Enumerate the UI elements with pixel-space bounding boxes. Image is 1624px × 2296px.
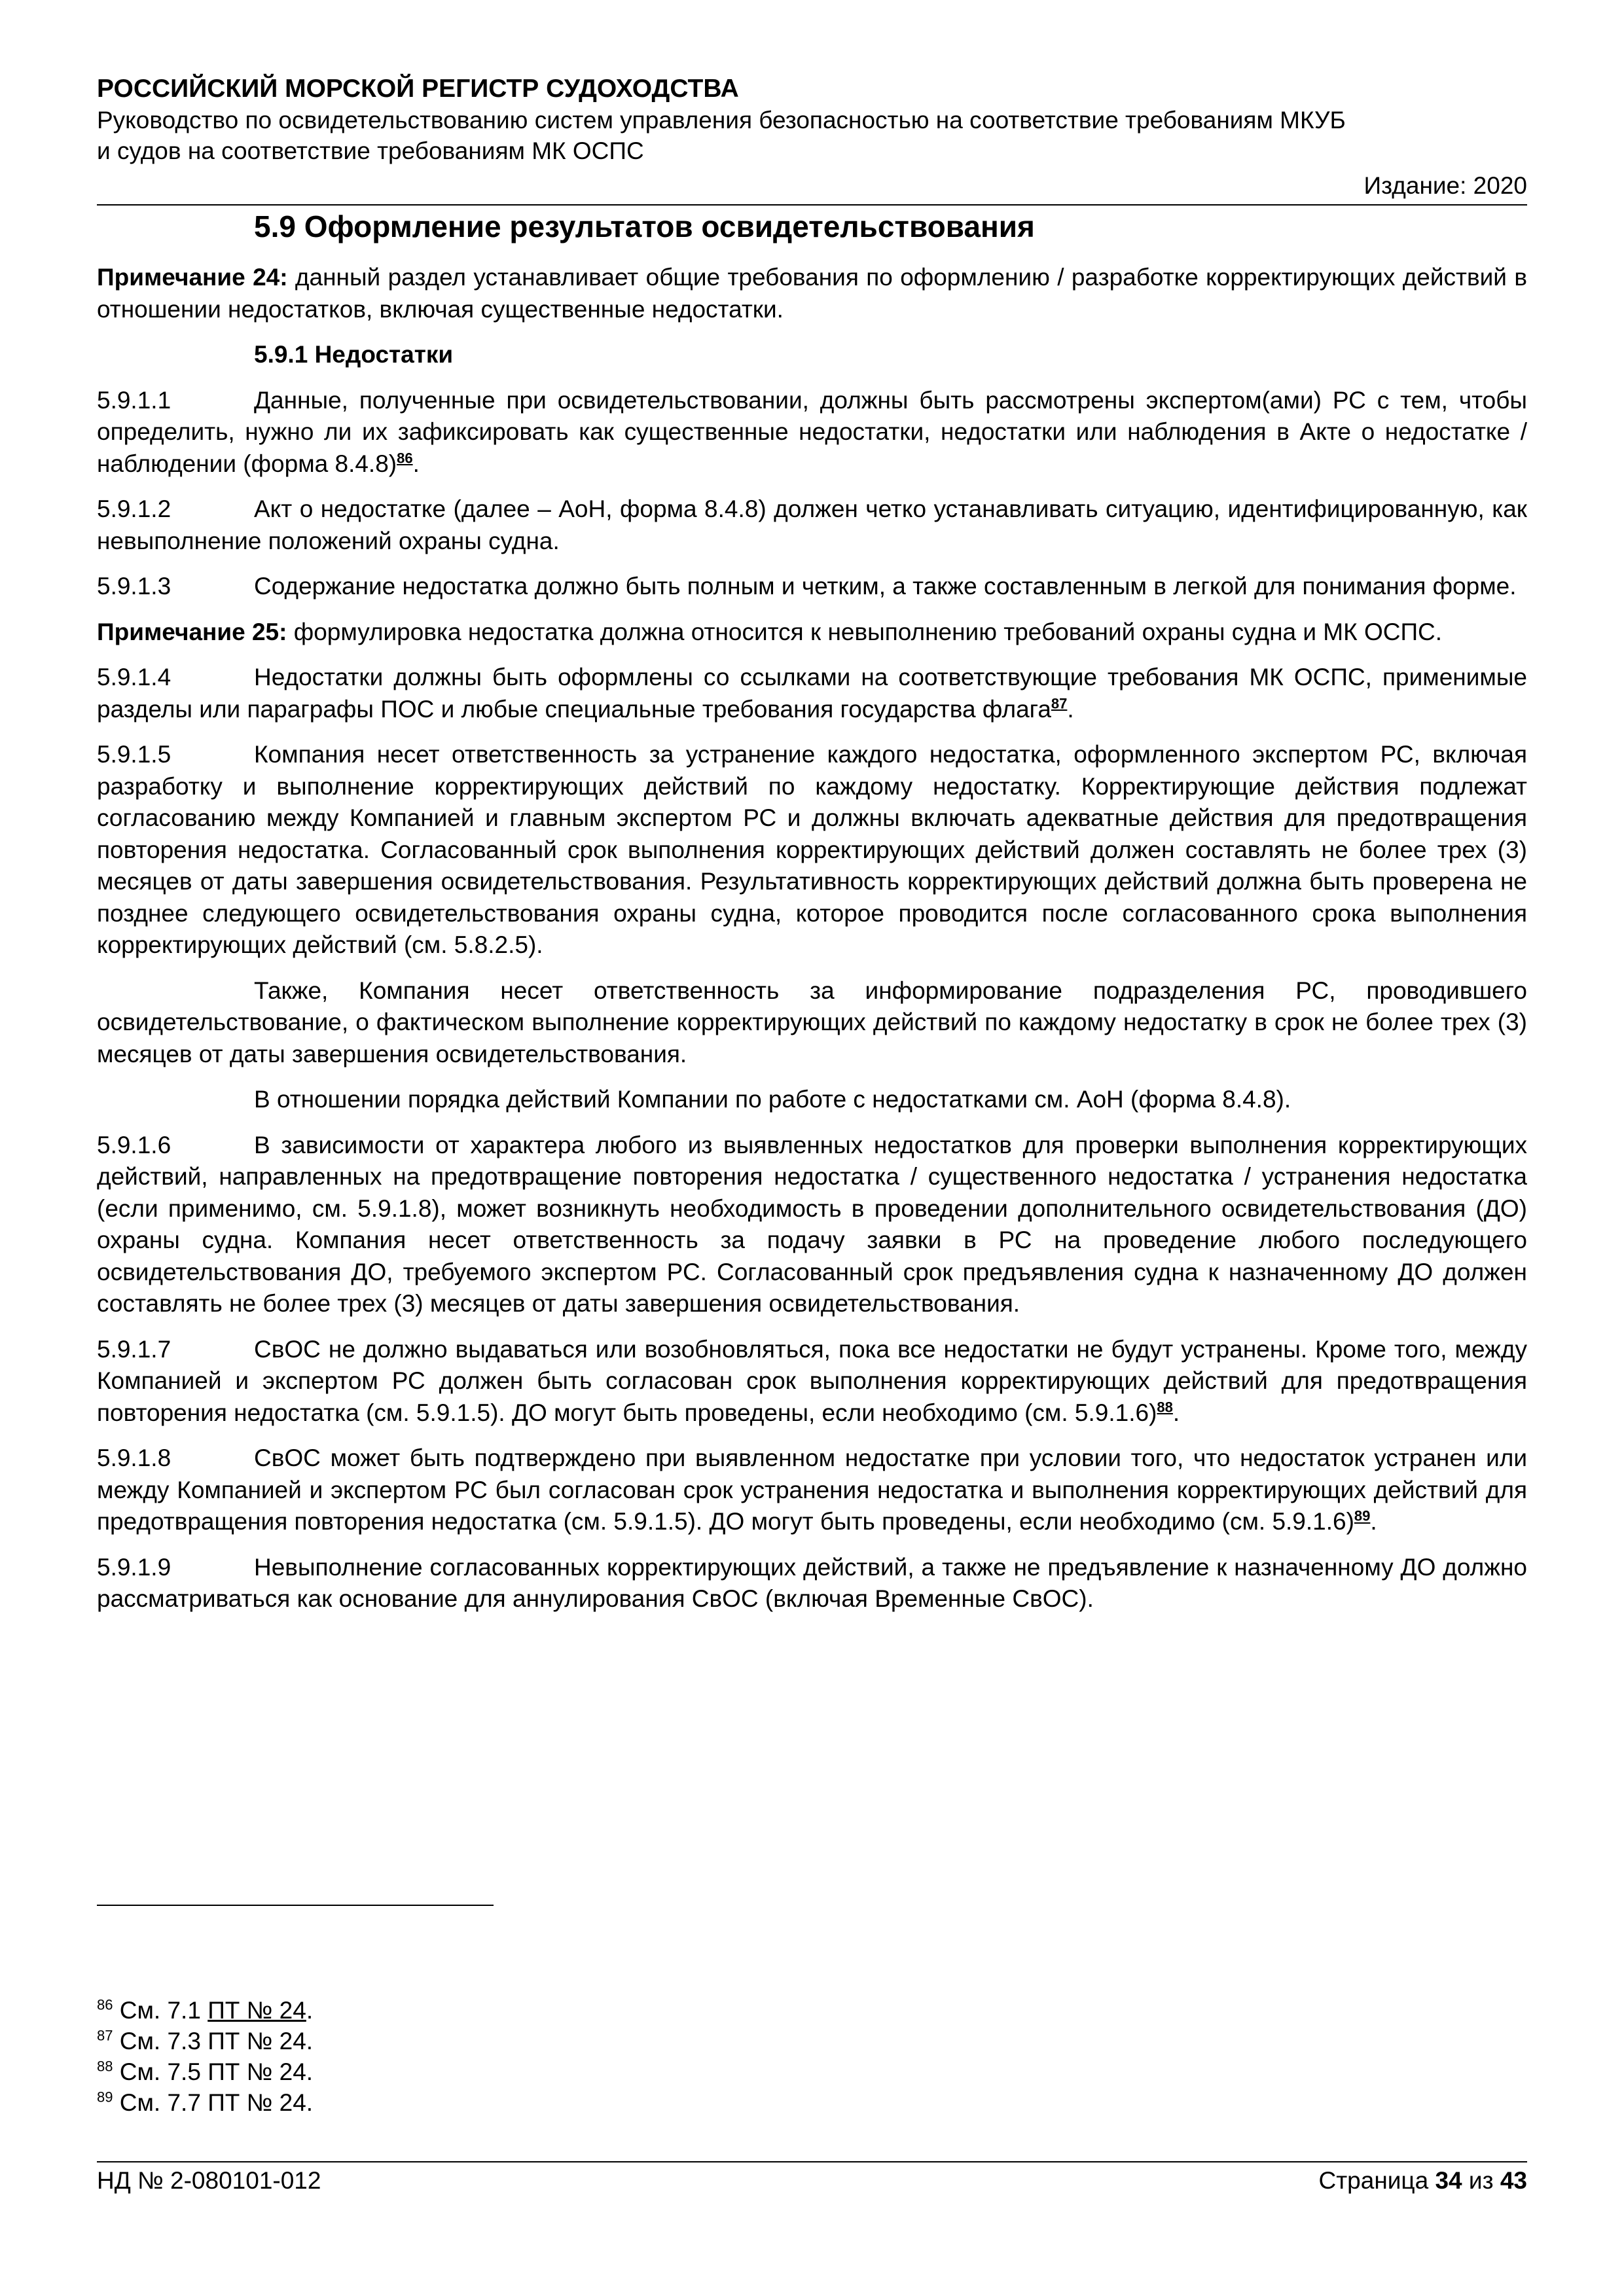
- footnote-ref[interactable]: 88: [1157, 1399, 1173, 1416]
- paragraph-5-9-1-5: [97, 739, 1527, 961]
- note-25: [97, 617, 1527, 649]
- paragraph-number: 5.9.1.4: [97, 664, 171, 691]
- subsection-title: 5.9.1 Недостатки: [254, 341, 454, 368]
- paragraph-number: 5.9.1.3: [97, 573, 171, 600]
- paragraph-number: 5.9.1.5: [97, 741, 171, 768]
- paragraph-5-9-1-5-reference: [97, 1084, 1527, 1116]
- paragraph-5-9-1-7: [97, 1334, 1527, 1429]
- paragraph-text: СвОС может быть подтверждено при выявленном недостатке при условии того, что недостаток устранен или между Компанией и экспертом РС был согласован срок устранения недостатка и выполнения корректирующих действий для предотвращения повторения недостатка (см. 5.9.1.5). ДО могут быть проведены, если необходимо (см. 5.9.1.6): [97, 1444, 1527, 1535]
- footnote-88: [97, 2056, 313, 2087]
- footnote-86: [97, 1995, 313, 2026]
- footnote-mark: 86: [97, 1996, 113, 2013]
- paragraph-text: Невыполнение согласованных корректирующих действий, а также не предъявление к назначенному ДО должно рассматриваться как основание для аннулирования СвОС (включая Временные СвОС).: [97, 1553, 1527, 1612]
- paragraph-text: Также, Компания несет ответственность за информирование подразделения РС, проводившего освидетельствование, о фактическом выполнение корректирующих действий по каждому недостатку в срок не более трех (3) месяцев от даты завершения освидетельствования.: [97, 977, 1527, 1067]
- paragraph-number: 5.9.1.8: [97, 1444, 171, 1471]
- footnote-mark: 89: [97, 2089, 113, 2106]
- document-subtitle-line2: и судов на соответствие требованиям МК ОСПС: [97, 137, 644, 164]
- paragraph-text: Компания несет ответственность за устранение каждого недостатка, оформленного экспертом РС, включая разработку и выполнение корректирующих действий по каждому недостатку. Корректирующие действия подлежат согласованию между Компанией и главным экспертом РС и должны включать адекватные действия для предотвращения повторения недостатка. Согласованный срок выполнения корректирующих действий должен составлять не более трех (3) месяцев от даты завершения освидетельствования. Результативность корректирующих действий должна быть проверена не позднее следующего освидетельствования охраны судна, которое проводится после согласованного срока выполнения корректирующих действий (см. 5.8.2.5).: [97, 741, 1527, 958]
- footnotes: [97, 1995, 313, 2118]
- footnote-text: См. 7.3 ПТ № 24.: [119, 2028, 314, 2054]
- paragraph-tail: .: [1067, 695, 1074, 723]
- paragraph-5-9-1-5-continued: [97, 975, 1527, 1071]
- footnote-mark: 88: [97, 2058, 113, 2075]
- paragraph-number: 5.9.1.2: [97, 495, 171, 522]
- footnote-text: См. 7.7 ПТ № 24.: [119, 2089, 314, 2116]
- footnote-divider: [97, 1905, 494, 1906]
- page-number: [1319, 2165, 1528, 2196]
- footnote-89: [97, 2087, 313, 2118]
- paragraph-number: 5.9.1.6: [97, 1131, 171, 1158]
- paragraph-text: Недостатки должны быть оформлены со ссылками на соответствующие требования МК ОСПС, применимые разделы или параграфы ПОС и любые специальные требования государства флага: [97, 664, 1527, 723]
- paragraph-5-9-1-1: [97, 385, 1527, 480]
- paragraph-5-9-1-6: [97, 1130, 1527, 1320]
- document-subtitle-line1: Руководство по освидетельствованию систем управления безопасностью на соответствие требованиям МКУБ: [97, 107, 1346, 134]
- paragraph-5-9-1-9: [97, 1552, 1527, 1615]
- footnote-mark: 87: [97, 2027, 113, 2044]
- footnote-link[interactable]: ПТ № 24: [208, 1997, 306, 2024]
- footnote-ref[interactable]: 86: [397, 450, 413, 467]
- footnote-text: См. 7.1: [119, 1997, 208, 2024]
- paragraph-tail: .: [1172, 1399, 1180, 1426]
- footnote-ref[interactable]: 89: [1354, 1507, 1371, 1524]
- paragraph-5-9-1-2: [97, 493, 1527, 557]
- note-text: данный раздел устанавливает общие требования по оформлению / разработке корректирующих действий в отношении недостатков, включая существенные недостатки.: [97, 264, 1527, 323]
- note-label: Примечание 24:: [97, 264, 288, 291]
- paragraph-text: Данные, полученные при освидетельствовании, должны быть рассмотрены экспертом(ами) РС с тем, чтобы определить, нужно ли их зафиксировать как существенные недостатки, недостатки или наблюдения в Акте о недостатке / наблюдении (форма 8.4.8): [97, 386, 1527, 477]
- paragraph-tail: .: [412, 450, 420, 477]
- paragraph-number: 5.9.1.1: [97, 386, 171, 414]
- section-title: 5.9 Оформление результатов освидетельствования: [254, 209, 1035, 243]
- paragraph-text: СвОС не должно выдаваться или возобновляться, пока все недостатки не будут устранены. Кроме того, между Компанией и экспертом РС должен быть согласован срок выполнения корректирующих действий для предотвращения повторения недостатка (см. 5.9.1.5). ДО могут быть проведены, если необходимо (см. 5.9.1.6): [97, 1335, 1527, 1426]
- body-content: [97, 262, 1527, 1629]
- organization-name: РОССИЙСКИЙ МОРСКОЙ РЕГИСТР СУДОХОДСТВА: [97, 75, 739, 103]
- document-number: НД № 2-080101-012: [97, 2167, 321, 2194]
- paragraph-text: В отношении порядка действий Компании по работе с недостатками см. АоН (форма 8.4.8).: [254, 1086, 1291, 1113]
- edition-label: Издание: 2020: [1363, 172, 1527, 199]
- page-total: 43: [1500, 2167, 1527, 2194]
- header-divider: [97, 204, 1527, 206]
- paragraph-number: 5.9.1.7: [97, 1335, 171, 1363]
- page-header: [97, 73, 1527, 201]
- paragraph-text: Акт о недостатке (далее – АоН, форма 8.4.8) должен четко устанавливать ситуацию, идентифицированную, как невыполнение положений охраны судна.: [97, 495, 1527, 554]
- paragraph-5-9-1-3: [97, 571, 1527, 603]
- page-label: Страница: [1318, 2167, 1429, 2194]
- paragraph-5-9-1-8: [97, 1443, 1527, 1538]
- footnote-ref[interactable]: 87: [1051, 695, 1068, 712]
- paragraph-text: В зависимости от характера любого из выявленных недостатков для проверки выполнения корректирующих действий, направленных на предотвращение повторения недостатка / существенного недостатка / устранения недостатка (если применимо, см. 5.9.1.8), может возникнуть необходимость в проведении дополнительного освидетельствования (ДО) охраны судна. Компания несет ответственность за подачу заявки в РС на проведение любого последующего освидетельствования ДО, требуемого экспертом РС. Согласованный срок предъявления судна к назначенному ДО должен составлять не более трех (3) месяцев от даты завершения освидетельствования.: [97, 1131, 1527, 1317]
- footer-divider: [97, 2161, 1527, 2162]
- paragraph-text: Содержание недостатка должно быть полным и четким, а также составленным в легкой для понимания форме.: [254, 573, 1517, 600]
- paragraph-number: 5.9.1.9: [97, 1553, 171, 1581]
- page-of: из: [1468, 2167, 1494, 2194]
- note-label: Примечание 25:: [97, 618, 287, 645]
- paragraph-tail: .: [1370, 1508, 1377, 1535]
- page-current: 34: [1435, 2167, 1462, 2194]
- note-text: формулировка недостатка должна относится к невыполнению требований охраны судна и МК ОСПС.: [293, 618, 1443, 645]
- paragraph-5-9-1-4: [97, 662, 1527, 725]
- note-24: [97, 262, 1527, 325]
- footnote-87: [97, 2026, 313, 2056]
- footnote-text-end: .: [306, 1997, 314, 2024]
- footnote-text: См. 7.5 ПТ № 24.: [119, 2058, 314, 2085]
